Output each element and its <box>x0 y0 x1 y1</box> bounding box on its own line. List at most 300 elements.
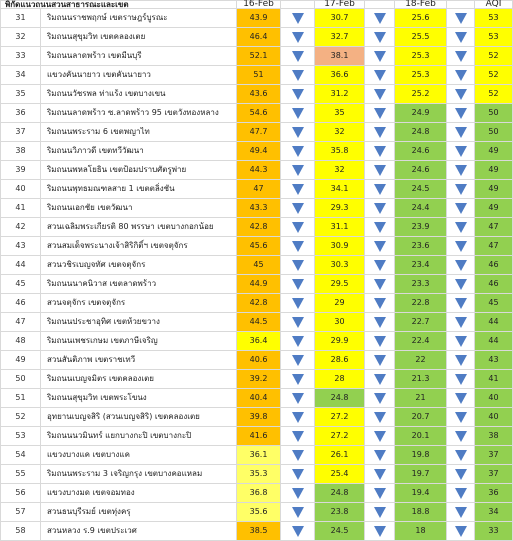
down-triangle-icon <box>374 13 386 24</box>
table-row[interactable] <box>1 237 513 256</box>
pm25-17-feb[interactable]: 30 <box>315 313 365 332</box>
trend-arrow-18-aqi <box>447 104 475 123</box>
trend-arrow-17-18 <box>365 503 395 522</box>
pm25-17-feb[interactable]: 35 <box>315 104 365 123</box>
pm25-18-feb[interactable]: 24.9 <box>395 104 447 123</box>
trend-arrow-17-18 <box>365 142 395 161</box>
pm25-16-feb[interactable]: 43.9 <box>237 9 281 28</box>
pm25-18-feb[interactable]: 21 <box>395 389 447 408</box>
trend-arrow-17-18 <box>365 351 395 370</box>
trend-arrow-17-18 <box>365 66 395 85</box>
location-name[interactable]: สวนสมเด็จพระนางเจ้าสิริกิติ์ฯ เขตจตุจักร <box>41 237 237 256</box>
row-number[interactable]: 36 <box>1 104 41 123</box>
location-name[interactable]: ริมถนนวิภาวดี เขตทวีวัฒนา <box>41 142 237 161</box>
trend-arrow-17-18 <box>365 28 395 47</box>
table-row[interactable] <box>1 522 513 541</box>
pm25-16-feb[interactable]: 42.8 <box>237 294 281 313</box>
pm25-17-feb[interactable]: 32 <box>315 123 365 142</box>
aqi-value[interactable]: 45 <box>475 294 513 313</box>
trend-arrow-17-18 <box>365 218 395 237</box>
pm25-16-feb[interactable]: 39.8 <box>237 408 281 427</box>
row-number[interactable]: 45 <box>1 275 41 294</box>
trend-arrow-16-17 <box>281 161 315 180</box>
pm25-17-feb[interactable]: 31.2 <box>315 85 365 104</box>
pm25-18-feb[interactable]: 19.4 <box>395 484 447 503</box>
aqi-value[interactable]: 38 <box>475 427 513 446</box>
trend-arrow-17-18 <box>365 47 395 66</box>
down-triangle-icon <box>292 260 304 271</box>
aqi-value[interactable]: 52 <box>475 66 513 85</box>
aqi-value[interactable]: 46 <box>475 256 513 275</box>
down-triangle-icon <box>374 89 386 100</box>
aqi-value[interactable]: 46 <box>475 275 513 294</box>
row-number[interactable]: 48 <box>1 332 41 351</box>
table-row[interactable] <box>1 47 513 66</box>
trend-arrow-16-17 <box>281 104 315 123</box>
aqi-value[interactable]: 41 <box>475 370 513 389</box>
location-name[interactable]: ริมถนนนาคนิวาส เขตลาดพร้าว <box>41 275 237 294</box>
table-row[interactable] <box>1 104 513 123</box>
pm25-17-feb[interactable]: 27.2 <box>315 427 365 446</box>
trend-arrow-16-17 <box>281 465 315 484</box>
row-number[interactable]: 31 <box>1 9 41 28</box>
aqi-value[interactable]: 53 <box>475 9 513 28</box>
row-number[interactable]: 40 <box>1 180 41 199</box>
row-number[interactable]: 46 <box>1 294 41 313</box>
location-name[interactable]: ริมถนนพระราม 3 เจริญกรุง เขตบางคอแหลม <box>41 465 237 484</box>
pm25-18-feb[interactable]: 23.6 <box>395 237 447 256</box>
pm25-16-feb[interactable]: 41.6 <box>237 427 281 446</box>
down-triangle-icon <box>455 70 467 81</box>
table-row[interactable] <box>1 275 513 294</box>
location-name[interactable]: ริมถนนเพชรเกษม เขตภาษีเจริญ <box>41 332 237 351</box>
down-triangle-icon <box>455 336 467 347</box>
trend-arrow-18-aqi <box>447 142 475 161</box>
aqi-value[interactable]: 40 <box>475 389 513 408</box>
trend-arrow-17-18 <box>365 180 395 199</box>
trend-arrow-17-18 <box>365 9 395 28</box>
pm25-18-feb[interactable]: 22.7 <box>395 313 447 332</box>
pm25-18-feb[interactable]: 22 <box>395 351 447 370</box>
pm25-18-feb[interactable]: 25.3 <box>395 47 447 66</box>
trend-arrow-17-18 <box>365 199 395 218</box>
down-triangle-icon <box>455 355 467 366</box>
pm25-17-feb[interactable]: 32.7 <box>315 28 365 47</box>
pm25-17-feb[interactable]: 29 <box>315 294 365 313</box>
pm25-16-feb[interactable]: 47.7 <box>237 123 281 142</box>
row-number[interactable]: 58 <box>1 522 41 541</box>
aqi-value[interactable]: 49 <box>475 199 513 218</box>
trend-arrow-18-aqi <box>447 427 475 446</box>
trend-arrow-17-18 <box>365 161 395 180</box>
row-number[interactable]: 32 <box>1 28 41 47</box>
trend-arrow-16-17 <box>281 427 315 446</box>
row-number[interactable]: 52 <box>1 408 41 427</box>
pm25-16-feb[interactable]: 54.6 <box>237 104 281 123</box>
location-name[interactable]: ริมถนนประชาอุทิศ เขตห้วยขวาง <box>41 313 237 332</box>
aqi-value[interactable]: 52 <box>475 85 513 104</box>
down-triangle-icon <box>374 241 386 252</box>
pm25-17-feb[interactable]: 36.6 <box>315 66 365 85</box>
location-name[interactable]: แขวงคันนายาว เขตคันนายาว <box>41 66 237 85</box>
pm25-18-feb[interactable]: 24.8 <box>395 123 447 142</box>
pm25-16-feb[interactable]: 35.6 <box>237 503 281 522</box>
location-name[interactable]: ริมถนนลาดพร้าว ซ.ลาดพร้าว 95 เขตวังทองหลาง <box>41 104 237 123</box>
pm25-16-feb[interactable]: 43.6 <box>237 85 281 104</box>
row-number[interactable]: 55 <box>1 465 41 484</box>
pm25-17-feb[interactable]: 26.1 <box>315 446 365 465</box>
row-number[interactable]: 34 <box>1 66 41 85</box>
table-row[interactable] <box>1 389 513 408</box>
trend-arrow-18-aqi <box>447 256 475 275</box>
trend-arrow-16-17 <box>281 294 315 313</box>
trend-arrow-18-aqi <box>447 275 475 294</box>
down-triangle-icon <box>374 469 386 480</box>
down-triangle-icon <box>455 165 467 176</box>
pm25-18-feb[interactable]: 22.8 <box>395 294 447 313</box>
pm25-17-feb[interactable]: 30.3 <box>315 256 365 275</box>
pm25-16-feb[interactable]: 38.5 <box>237 522 281 541</box>
row-number[interactable]: 38 <box>1 142 41 161</box>
down-triangle-icon <box>374 412 386 423</box>
pm25-17-feb[interactable]: 34.1 <box>315 180 365 199</box>
location-name[interactable]: สวนสันติภาพ เขตราชเทวี <box>41 351 237 370</box>
table-row[interactable] <box>1 9 513 28</box>
aqi-value[interactable]: 44 <box>475 332 513 351</box>
pm25-18-feb[interactable]: 25.3 <box>395 66 447 85</box>
aqi-value[interactable]: 52 <box>475 47 513 66</box>
pm25-16-feb[interactable]: 40.4 <box>237 389 281 408</box>
down-triangle-icon <box>455 488 467 499</box>
row-number[interactable]: 35 <box>1 85 41 104</box>
down-triangle-icon <box>374 184 386 195</box>
table-row[interactable] <box>1 313 513 332</box>
down-triangle-icon <box>455 298 467 309</box>
down-triangle-icon <box>374 355 386 366</box>
pm25-16-feb[interactable]: 36.1 <box>237 446 281 465</box>
row-number[interactable]: 47 <box>1 313 41 332</box>
down-triangle-icon <box>455 13 467 24</box>
row-number[interactable]: 49 <box>1 351 41 370</box>
row-number[interactable]: 53 <box>1 427 41 446</box>
down-triangle-icon <box>292 89 304 100</box>
pm25-16-feb[interactable]: 44.5 <box>237 313 281 332</box>
location-name[interactable]: อุทยานเบญจสิริ (สวนเบญจสิริ) เขตคลองเตย <box>41 408 237 427</box>
pm25-16-feb[interactable]: 40.6 <box>237 351 281 370</box>
pm25-17-feb[interactable]: 24.5 <box>315 522 365 541</box>
location-name[interactable]: ริมถนนวัชรพล ท่าแร้ง เขตบางเขน <box>41 85 237 104</box>
header-17-feb: 17-Feb <box>315 1 365 9</box>
table-row[interactable] <box>1 66 513 85</box>
table-row[interactable] <box>1 180 513 199</box>
trend-arrow-16-17 <box>281 275 315 294</box>
table-row[interactable] <box>1 218 513 237</box>
table-row[interactable] <box>1 332 513 351</box>
aqi-value[interactable]: 53 <box>475 28 513 47</box>
location-name[interactable]: สวนธนบุรีรมย์ เขตทุ่งครุ <box>41 503 237 522</box>
table-row[interactable] <box>1 427 513 446</box>
table-row[interactable] <box>1 408 513 427</box>
trend-arrow-18-aqi <box>447 465 475 484</box>
trend-arrow-17-18 <box>365 123 395 142</box>
trend-arrow-17-18 <box>365 85 395 104</box>
aqi-value[interactable]: 50 <box>475 104 513 123</box>
row-number[interactable]: 41 <box>1 199 41 218</box>
pm25-16-feb[interactable]: 45 <box>237 256 281 275</box>
pm25-18-feb[interactable]: 22.4 <box>395 332 447 351</box>
trend-arrow-16-17 <box>281 218 315 237</box>
pm25-16-feb[interactable]: 42.8 <box>237 218 281 237</box>
pm25-17-feb[interactable]: 24.8 <box>315 484 365 503</box>
down-triangle-icon <box>455 51 467 62</box>
pm25-18-feb[interactable]: 23.4 <box>395 256 447 275</box>
trend-arrow-16-17 <box>281 199 315 218</box>
down-triangle-icon <box>374 32 386 43</box>
header-location: พิกัดแนวถนนสวนสาธารณะและเขต <box>1 1 237 9</box>
trend-arrow-16-17 <box>281 351 315 370</box>
trend-arrow-18-aqi <box>447 522 475 541</box>
row-number[interactable]: 51 <box>1 389 41 408</box>
pm25-16-feb[interactable]: 44.3 <box>237 161 281 180</box>
trend-arrow-16-17 <box>281 237 315 256</box>
location-name[interactable]: ริมถนนสุขุมวิท เขตพระโขนง <box>41 389 237 408</box>
trend-arrow-16-17 <box>281 503 315 522</box>
pm25-16-feb[interactable]: 45.6 <box>237 237 281 256</box>
pm25-18-feb[interactable]: 19.7 <box>395 465 447 484</box>
down-triangle-icon <box>374 127 386 138</box>
pm25-18-feb[interactable]: 25.5 <box>395 28 447 47</box>
pm25-16-feb[interactable]: 49.4 <box>237 142 281 161</box>
location-name[interactable]: สวนจตุจักร เขตจตุจักร <box>41 294 237 313</box>
pm25-18-feb[interactable]: 24.4 <box>395 199 447 218</box>
trend-arrow-16-17 <box>281 408 315 427</box>
location-name[interactable]: ริมถนนลาดพร้าว เขตมีนบุรี <box>41 47 237 66</box>
pm25-16-feb[interactable]: 36.4 <box>237 332 281 351</box>
pm25-17-feb[interactable]: 28.6 <box>315 351 365 370</box>
location-name[interactable]: ริมถนนราชพฤกษ์ เขตราษฎร์บูรณะ <box>41 9 237 28</box>
pm25-18-feb[interactable]: 24.6 <box>395 142 447 161</box>
pm25-18-feb[interactable]: 18 <box>395 522 447 541</box>
pm25-17-feb[interactable]: 31.1 <box>315 218 365 237</box>
pm25-18-feb[interactable]: 18.8 <box>395 503 447 522</box>
header-aqi: AQI <box>475 1 513 9</box>
down-triangle-icon <box>455 108 467 119</box>
down-triangle-icon <box>455 279 467 290</box>
location-name[interactable]: สวนหลวง ร.9 เขตประเวศ <box>41 522 237 541</box>
row-number[interactable]: 54 <box>1 446 41 465</box>
row-number[interactable]: 57 <box>1 503 41 522</box>
trend-arrow-18-aqi <box>447 123 475 142</box>
table-row[interactable] <box>1 446 513 465</box>
location-name[interactable]: ริมถนนพระราม 6 เขตพญาไท <box>41 123 237 142</box>
pm25-18-feb[interactable]: 20.1 <box>395 427 447 446</box>
aqi-value[interactable]: 34 <box>475 503 513 522</box>
pm25-17-feb[interactable]: 35.8 <box>315 142 365 161</box>
down-triangle-icon <box>455 127 467 138</box>
down-triangle-icon <box>374 507 386 518</box>
down-triangle-icon <box>455 184 467 195</box>
pm25-18-feb[interactable]: 25.2 <box>395 85 447 104</box>
pm25-18-feb[interactable]: 21.3 <box>395 370 447 389</box>
table-row[interactable] <box>1 85 513 104</box>
down-triangle-icon <box>292 431 304 442</box>
location-name[interactable]: ริมถนนนวมินทร์ แยกบางกะปิ เขตบางกะปิ <box>41 427 237 446</box>
aqi-value[interactable]: 37 <box>475 446 513 465</box>
trend-arrow-18-aqi <box>447 351 475 370</box>
table-row[interactable] <box>1 503 513 522</box>
aqi-value[interactable]: 43 <box>475 351 513 370</box>
pm25-16-feb[interactable]: 39.2 <box>237 370 281 389</box>
pm25-17-feb[interactable]: 27.2 <box>315 408 365 427</box>
down-triangle-icon <box>292 450 304 461</box>
location-name[interactable]: ริมถนนสุขุมวิท เขตคลองเตย <box>41 28 237 47</box>
table-row[interactable] <box>1 294 513 313</box>
pm25-18-feb[interactable]: 25.6 <box>395 9 447 28</box>
table-row[interactable] <box>1 161 513 180</box>
down-triangle-icon <box>292 317 304 328</box>
pm25-18-feb[interactable]: 23.9 <box>395 218 447 237</box>
pm25-17-feb[interactable]: 25.4 <box>315 465 365 484</box>
pm25-17-feb[interactable]: 30.7 <box>315 9 365 28</box>
table-row[interactable] <box>1 256 513 275</box>
location-name[interactable]: ริมถนนเบญจมิตร เขตคลองเตย <box>41 370 237 389</box>
row-number[interactable]: 42 <box>1 218 41 237</box>
aqi-value[interactable]: 33 <box>475 522 513 541</box>
location-name[interactable]: ริมถนนพุทธมณฑลสาย 1 เขตตลิ่งชัน <box>41 180 237 199</box>
pm25-17-feb[interactable]: 29.5 <box>315 275 365 294</box>
pm25-17-feb[interactable]: 28 <box>315 370 365 389</box>
row-number[interactable]: 56 <box>1 484 41 503</box>
row-number[interactable]: 44 <box>1 256 41 275</box>
down-triangle-icon <box>455 507 467 518</box>
header-spacer-1 <box>281 1 315 9</box>
trend-arrow-18-aqi <box>447 28 475 47</box>
table-row[interactable] <box>1 484 513 503</box>
down-triangle-icon <box>292 222 304 233</box>
aqi-value[interactable]: 40 <box>475 408 513 427</box>
down-triangle-icon <box>292 203 304 214</box>
location-name[interactable]: แขวงบางมด เขตจอมทอง <box>41 484 237 503</box>
trend-arrow-17-18 <box>365 275 395 294</box>
location-name[interactable]: แขวงบางแค เขตบางแค <box>41 446 237 465</box>
row-number[interactable]: 39 <box>1 161 41 180</box>
row-number[interactable]: 43 <box>1 237 41 256</box>
header-spacer-2 <box>365 1 395 9</box>
down-triangle-icon <box>455 222 467 233</box>
table-row[interactable] <box>1 199 513 218</box>
trend-arrow-17-18 <box>365 465 395 484</box>
trend-arrow-17-18 <box>365 104 395 123</box>
location-name[interactable]: สวนเฉลิมพระเกียรติ 80 พรรษา เขตบางกอกน้อย <box>41 218 237 237</box>
down-triangle-icon <box>292 13 304 24</box>
trend-arrow-18-aqi <box>447 47 475 66</box>
trend-arrow-17-18 <box>365 313 395 332</box>
table-row[interactable] <box>1 142 513 161</box>
table-body <box>1 1 513 541</box>
table-row[interactable] <box>1 123 513 142</box>
pm25-16-feb[interactable]: 43.3 <box>237 199 281 218</box>
pm25-17-feb[interactable]: 32 <box>315 161 365 180</box>
trend-arrow-17-18 <box>365 446 395 465</box>
aqi-value[interactable]: 36 <box>475 484 513 503</box>
trend-arrow-18-aqi <box>447 408 475 427</box>
pm25-17-feb[interactable]: 29.9 <box>315 332 365 351</box>
down-triangle-icon <box>292 412 304 423</box>
pm25-16-feb[interactable]: 46.4 <box>237 28 281 47</box>
pm25-16-feb[interactable]: 35.3 <box>237 465 281 484</box>
aqi-value[interactable]: 49 <box>475 161 513 180</box>
table-row[interactable] <box>1 351 513 370</box>
aqi-value[interactable]: 37 <box>475 465 513 484</box>
pm25-18-feb[interactable]: 20.7 <box>395 408 447 427</box>
trend-arrow-17-18 <box>365 256 395 275</box>
down-triangle-icon <box>374 431 386 442</box>
down-triangle-icon <box>455 260 467 271</box>
down-triangle-icon <box>374 108 386 119</box>
pm25-18-feb[interactable]: 23.3 <box>395 275 447 294</box>
pm25-16-feb[interactable]: 44.9 <box>237 275 281 294</box>
trend-arrow-18-aqi <box>447 484 475 503</box>
pm25-17-feb[interactable]: 30.9 <box>315 237 365 256</box>
location-name[interactable]: ริมถนนเอกชัย เขตวัฒนา <box>41 199 237 218</box>
pm25-16-feb[interactable]: 52.1 <box>237 47 281 66</box>
down-triangle-icon <box>374 279 386 290</box>
trend-arrow-17-18 <box>365 484 395 503</box>
pm25-18-feb[interactable]: 24.6 <box>395 161 447 180</box>
trend-arrow-18-aqi <box>447 446 475 465</box>
trend-arrow-16-17 <box>281 9 315 28</box>
header-spacer-3 <box>447 1 475 9</box>
pm25-16-feb[interactable]: 47 <box>237 180 281 199</box>
table-row[interactable] <box>1 28 513 47</box>
location-name[interactable]: สวนวชิรเบญจทัศ เขตจตุจักร <box>41 256 237 275</box>
aqi-value[interactable]: 47 <box>475 218 513 237</box>
table-row[interactable] <box>1 370 513 389</box>
row-number[interactable]: 50 <box>1 370 41 389</box>
aqi-value[interactable]: 47 <box>475 237 513 256</box>
row-number[interactable]: 37 <box>1 123 41 142</box>
pm25-17-feb[interactable]: 23.8 <box>315 503 365 522</box>
down-triangle-icon <box>292 298 304 309</box>
pm25-16-feb[interactable]: 36.8 <box>237 484 281 503</box>
pm25-17-feb[interactable]: 29.3 <box>315 199 365 218</box>
down-triangle-icon <box>455 431 467 442</box>
pm25-17-feb[interactable]: 24.8 <box>315 389 365 408</box>
pm25-17-feb[interactable]: 38.1 <box>315 47 365 66</box>
trend-arrow-16-17 <box>281 370 315 389</box>
pm25-16-feb[interactable]: 51 <box>237 66 281 85</box>
header-row <box>1 1 513 9</box>
aqi-value[interactable]: 50 <box>475 123 513 142</box>
trend-arrow-18-aqi <box>447 9 475 28</box>
trend-arrow-16-17 <box>281 389 315 408</box>
trend-arrow-17-18 <box>365 408 395 427</box>
aqi-value[interactable]: 49 <box>475 180 513 199</box>
down-triangle-icon <box>455 526 467 537</box>
pm25-18-feb[interactable]: 24.5 <box>395 180 447 199</box>
trend-arrow-17-18 <box>365 389 395 408</box>
trend-arrow-16-17 <box>281 484 315 503</box>
down-triangle-icon <box>292 51 304 62</box>
row-number[interactable]: 33 <box>1 47 41 66</box>
aqi-value[interactable]: 49 <box>475 142 513 161</box>
trend-arrow-17-18 <box>365 294 395 313</box>
location-name[interactable]: ริมถนนพหลโยธิน เขตป้อมปราบศัตรูพ่าย <box>41 161 237 180</box>
pm25-18-feb[interactable]: 19.8 <box>395 446 447 465</box>
table-row[interactable] <box>1 465 513 484</box>
down-triangle-icon <box>374 70 386 81</box>
aqi-value[interactable]: 44 <box>475 313 513 332</box>
